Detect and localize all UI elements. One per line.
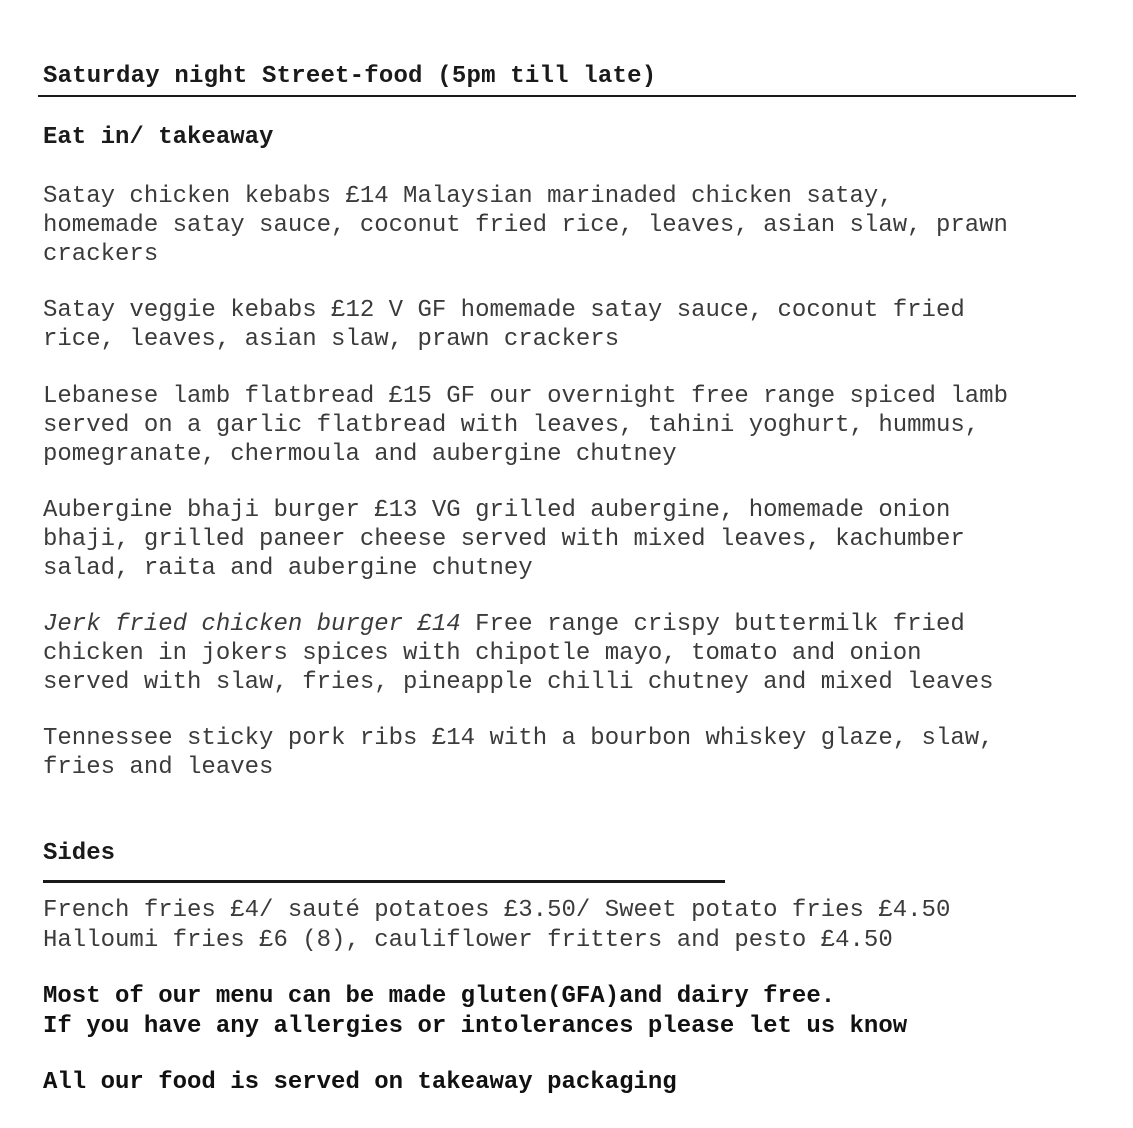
item-name: Lebanese lamb flatbread £15 GF xyxy=(43,383,476,410)
sides-list xyxy=(43,896,950,956)
menu-item-aubergine-bhaji xyxy=(43,496,1083,583)
item-description: crackers xyxy=(43,241,159,268)
dietary-note xyxy=(43,982,907,1042)
item-description: rice, leaves, asian slaw, prawn crackers xyxy=(43,326,620,353)
item-name: Aubergine bhaji burger £13 VG xyxy=(43,497,461,524)
menu-item-jerk-chicken xyxy=(43,610,1083,697)
item-name: Satay veggie kebabs £12 V GF xyxy=(43,297,447,324)
sides-heading: Sides xyxy=(43,840,116,867)
item-name: Satay chicken kebabs £14 xyxy=(43,183,389,210)
sides-line: Halloumi fries £6 (8), cauliflower fritters and pesto £4.50 xyxy=(43,927,893,954)
item-description: served on a garlic flatbread with leaves, tahini yoghurt, hummus, xyxy=(43,412,980,439)
item-description: homemade satay sauce, coconut fried rice, leaves, asian slaw, prawn xyxy=(43,212,1008,239)
item-description: grilled aubergine, homemade onion xyxy=(460,497,951,524)
menu-item-satay-chicken xyxy=(43,182,1083,269)
item-description: Malaysian marinaded chicken satay, xyxy=(388,183,893,210)
menu-item-pork-ribs xyxy=(43,724,1083,782)
item-description: homemade satay sauce, coconut fried xyxy=(446,297,965,324)
menu-title: Saturday night Street-food (5pm till late) xyxy=(43,63,657,90)
note-line: Most of our menu can be made gluten(GFA)and dairy free. xyxy=(43,983,836,1010)
item-description: fries and leaves xyxy=(43,754,274,781)
item-description: with a bourbon whiskey glaze, slaw, xyxy=(475,725,994,752)
menu-subtitle: Eat in/ takeaway xyxy=(43,124,274,151)
item-description: Free range crispy buttermilk fried xyxy=(460,611,965,638)
menu-item-satay-veggie xyxy=(43,296,1083,354)
item-description: salad, raita and aubergine chutney xyxy=(43,555,533,582)
packaging-note: All our food is served on takeaway packaging xyxy=(43,1069,677,1096)
item-name: Jerk fried chicken burger £14 xyxy=(43,611,461,638)
note-line: If you have any allergies or intolerances please let us know xyxy=(43,1013,908,1040)
sides-line: French fries £4/ sauté potatoes £3.50/ Sweet potato fries £4.50 xyxy=(43,897,951,924)
item-name: Tennessee sticky pork ribs £14 xyxy=(43,725,476,752)
item-description: served with slaw, fries, pineapple chilli chutney and mixed leaves xyxy=(43,669,994,696)
title-divider xyxy=(38,95,1076,97)
item-description: bhaji, grilled paneer cheese served with mixed leaves, kachumber xyxy=(43,526,965,553)
item-description: chicken in jokers spices with chipotle mayo, tomato and onion xyxy=(43,640,922,667)
menu-item-lebanese-lamb xyxy=(43,382,1083,469)
sides-divider xyxy=(43,880,725,883)
item-description: pomegranate, chermoula and aubergine chutney xyxy=(43,441,677,468)
item-description: our overnight free range spiced lamb xyxy=(475,383,1008,410)
